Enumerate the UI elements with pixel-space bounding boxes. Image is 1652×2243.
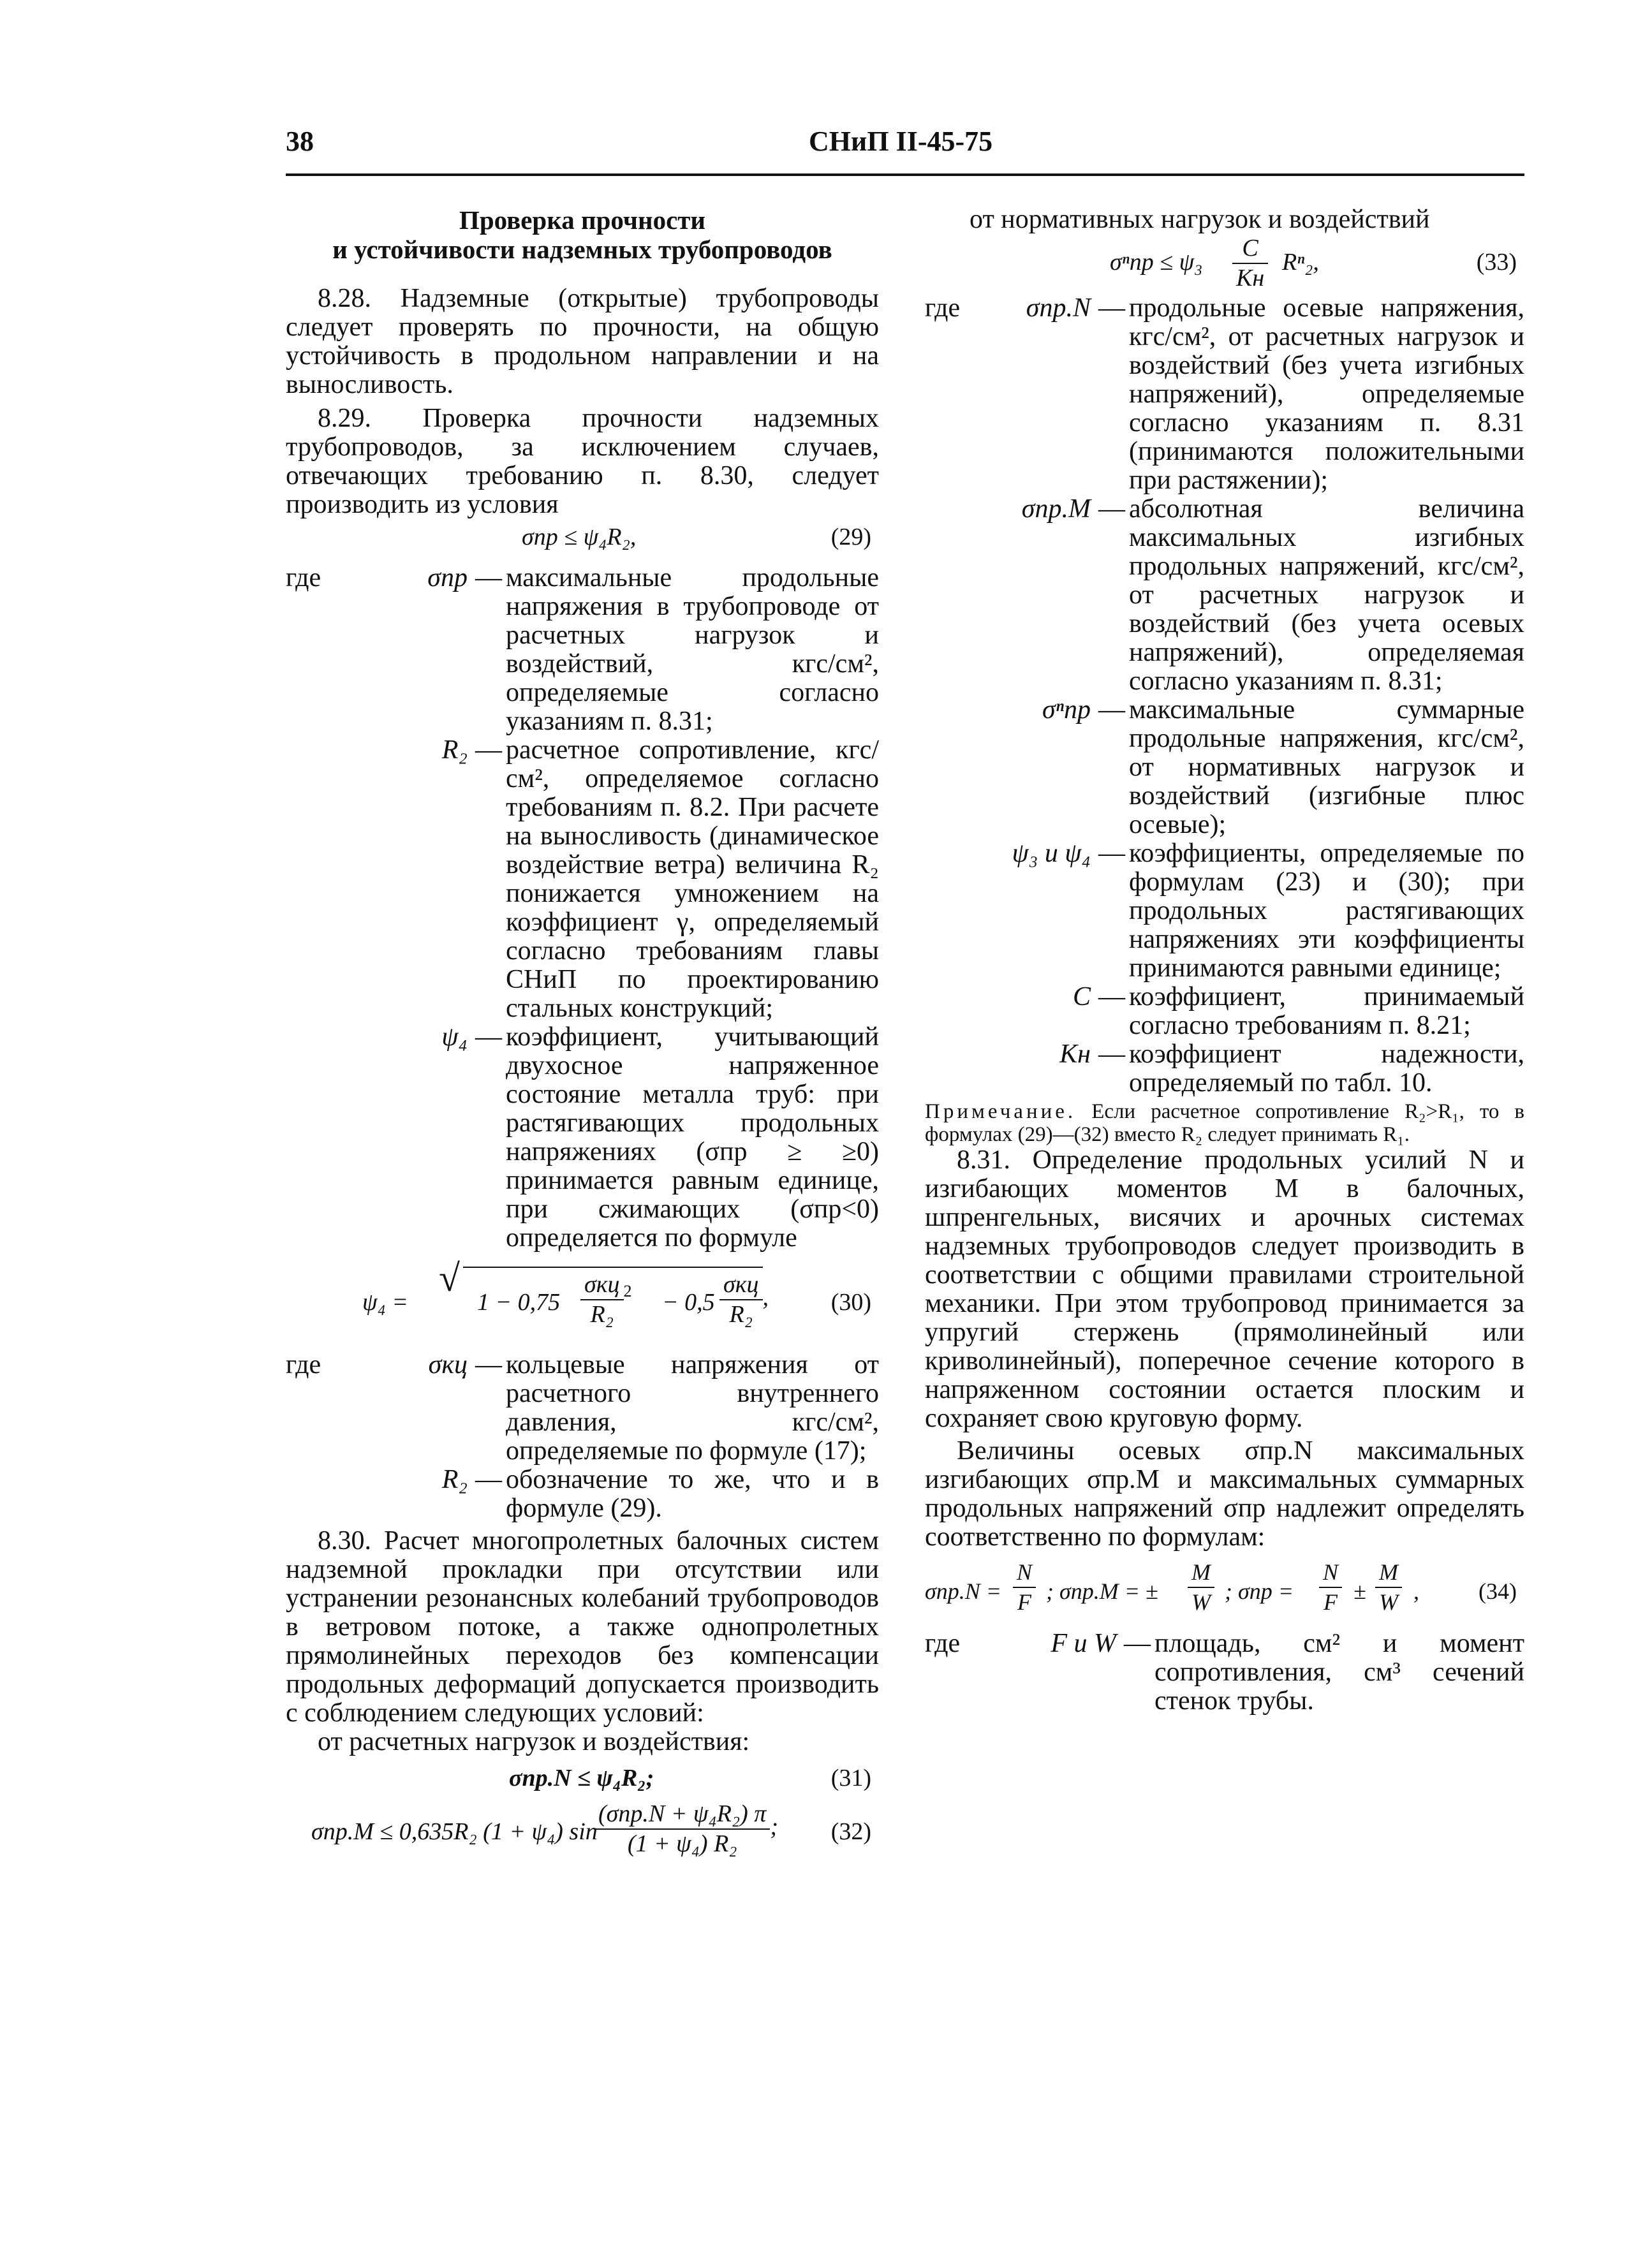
definition-item: ψ₃ и ψ₄ — коэффициенты, определяемые по формулам (23) и (30); при продольных растягивающих напряжениях эти коэффициенты принимаются равными единице; bbox=[925, 839, 1524, 983]
section-title bbox=[286, 205, 879, 264]
formula-34 bbox=[925, 1557, 1524, 1623]
where-label: где bbox=[925, 293, 961, 323]
paragraph-8-28: 8.28. Надземные (открытые) трубопроводы следует проверять по прочности, на общую устойчивость в продольном направлении и на выносливость. bbox=[286, 284, 879, 399]
paragraph-8-30-conditions: от расчетных нагрузок и воздействия: bbox=[318, 1727, 750, 1756]
formula-32-end: ; bbox=[770, 1813, 778, 1841]
definition-text: абсолютная величина максимальных изгибных продольных напряжений, кгс/см², от расчетных нагрузок и воздействий (без учета осевых напряжений), определяемая согласно указаниям п. 8.31; bbox=[1129, 494, 1524, 696]
where-label: где bbox=[286, 1350, 321, 1379]
definition-text: продольные осевые напряжения, кгс/см², от расчетных нагрузок и воздействий (без учета изгибных напряжений), определяемые согласно указаниям п. 8.31 (принимаются положительными при растяжении); bbox=[1129, 293, 1524, 495]
formula-31 bbox=[286, 1756, 879, 1796]
definition-item: где σпр.N — продольные осевые напряжения, кгс/см², от расчетных нагрузок и воздействий (без учета изгибных напряжений), определяемые согласно указаниям п. 8.31 (принимаются положительными при растяжении); bbox=[925, 293, 1524, 495]
formula-31-number: (31) bbox=[830, 1765, 871, 1791]
paragraph-8-31: 8.31. Определение продольных усилий N и изгибающих моментов M в балочных, шпренгельных, висячих и арочных системах надземных трубопроводов следует производить в соответствии с общими правилами строительной механики. При этом трубопровод принимается за упругий стержень (прямолинейный или криволинейный), поперечное сечение которого в напряженном состоянии остается плоским и сохраняет свою круговую форму. bbox=[925, 1145, 1524, 1433]
fraction-numerator: σкц bbox=[719, 1270, 763, 1300]
formula-33 bbox=[925, 234, 1524, 293]
formula-34-fraction-c bbox=[1319, 1558, 1342, 1617]
definition-item: R₂ — обозначение то же, что и в формуле (29). bbox=[286, 1466, 879, 1523]
section-title-line-2: и устойчивости надземных трубопроводов bbox=[332, 235, 832, 264]
definition-text: коэффициенты, определяемые по формулам (23) и (30); при продольных растягивающих напряжениях эти коэффициенты принимаются равными единице; bbox=[1129, 839, 1524, 983]
definition-item: ψ₄ — коэффициент, учитывающий двухосное напряженное состояние металла труб: при растягивающих продольных напряжениях (σпр ≥ ≥0) принимается равным единице, при сжимающих (σпр<0) определяется по формуле bbox=[286, 1023, 879, 1253]
definition-symbol: R₂ bbox=[441, 1465, 468, 1494]
page-number: 38 bbox=[286, 126, 314, 157]
definition-text: коэффициент, учитывающий двухосное напряженное состояние металла труб: при растягивающих продольных напряжениях (σпр ≥ ≥0) принимается равным единице, при сжимающих (σпр<0) определяется по формуле bbox=[506, 1022, 879, 1253]
paragraph-8-30: 8.30. Расчет многопролетных балочных систем надземной прокладки при отсутствии или устранении резонансных колебаний трубопроводов в ветровом потоке, а также однопролетных прямолинейных переходов без компенсации продольных деформаций допускается производить с соблюдением следующих условий: bbox=[286, 1526, 879, 1728]
fraction-denominator: F bbox=[1324, 1589, 1338, 1615]
definition-text: максимальные продольные напряжения в трубопроводе от расчетных нагрузок и воздействий, кгс/см², определяемые согласно указаниям п. 8.31; bbox=[506, 563, 879, 736]
formula-34-part-b: ; σпр.M = ± bbox=[1046, 1578, 1158, 1604]
definition-symbol: ψ₄ bbox=[441, 1022, 468, 1052]
formula-32-fraction bbox=[594, 1800, 778, 1858]
definition-text: обозначение то же, что и в формуле (29). bbox=[506, 1465, 879, 1523]
definition-symbol: F и W bbox=[1051, 1629, 1116, 1658]
definition-symbol: σкц bbox=[428, 1350, 468, 1379]
formula-30-lhs: ψ₄ = bbox=[362, 1289, 408, 1316]
fraction-numerator: M bbox=[1375, 1558, 1402, 1588]
formula-29-expression: σпр ≤ ψ₄R₂, bbox=[522, 524, 637, 550]
fraction-denominator: R₂ bbox=[590, 1301, 614, 1328]
formula-29-number: (29) bbox=[830, 524, 871, 550]
fraction-denominator: Kн bbox=[1236, 265, 1265, 291]
definition-symbol: Kн bbox=[1059, 1040, 1091, 1069]
paragraph-8-29: 8.29. Проверка прочности надземных трубопроводов, за исключением случаев, отвечающих требованию п. 8.30, следует производить из условия bbox=[286, 404, 879, 519]
formula-33-lhs: σⁿпр ≤ ψ₃ bbox=[1110, 249, 1203, 276]
definitions-29 bbox=[286, 564, 879, 1253]
paragraph-normative-loads: от нормативных нагрузок и воздействий bbox=[970, 205, 1430, 234]
formula-30-radicand: 1 − 0,75 bbox=[477, 1289, 561, 1316]
fraction-numerator: (σпр.N + ψ₄R₂) π bbox=[594, 1800, 770, 1830]
note-text: Если расчетное сопротивление R₂>R₁, то в формулах (29)—(32) вместо R₂ следует принимать R₁. bbox=[925, 1100, 1524, 1146]
fraction-denominator: (1 + ψ₄) R₂ bbox=[627, 1830, 737, 1857]
fraction-numerator: N bbox=[1013, 1558, 1036, 1588]
definition-symbol: σпр.N bbox=[1026, 293, 1091, 323]
right-column bbox=[925, 205, 1524, 1718]
formula-33-rhs: Rⁿ₂, bbox=[1282, 249, 1319, 276]
formula-30 bbox=[286, 1255, 879, 1351]
note bbox=[925, 1100, 1524, 1146]
formula-34-fraction-a bbox=[1013, 1558, 1036, 1617]
definition-symbol: σпр.M bbox=[1021, 494, 1091, 524]
formula-34-part-d: ± bbox=[1353, 1578, 1366, 1604]
fraction-numerator: N bbox=[1319, 1558, 1342, 1588]
formula-34-part-c: ; σпр = bbox=[1225, 1578, 1294, 1604]
formula-32-lhs: σпр.M ≤ 0,635R₂ (1 + ψ₄) sin bbox=[311, 1818, 598, 1845]
formula-34-fraction-d bbox=[1375, 1558, 1402, 1617]
definition-text: площадь, см² и момент сопротивления, см³ сечений стенок трубы. bbox=[1154, 1629, 1524, 1716]
note-label: Примечание. bbox=[925, 1100, 1077, 1123]
where-label: где bbox=[925, 1629, 961, 1658]
definition-item: Kн — коэффициент надежности, определяемый по табл. 10. bbox=[925, 1040, 1524, 1098]
document-code: СНиП II-45-75 bbox=[809, 126, 993, 157]
fraction-denominator: R₂ bbox=[729, 1301, 753, 1328]
formula-32-number: (32) bbox=[830, 1818, 871, 1845]
definition-text: максимальные суммарные продольные напряжения, кгс/см², от нормативных нагрузок и воздействий (изгибные плюс осевые); bbox=[1129, 695, 1524, 839]
left-column bbox=[286, 205, 879, 1866]
definition-text: кольцевые напряжения от расчетного внутреннего давления, кгс/см², определяемые по формуле (17); bbox=[506, 1350, 879, 1466]
definition-item: R₂ — расчетное сопротивление, кгс/см², определяемое согласно требованиям п. 8.2. При расчете на выносливость (динамическое воздействие ветра) величина R₂ понижается умножением на коэффициент γ, определяемый согласно требованиям главы СНиП по проектированию стальных конструкций; bbox=[286, 736, 879, 1023]
formula-32 bbox=[286, 1796, 879, 1866]
formula-34-part-a: σпр.N = bbox=[925, 1578, 1002, 1604]
fraction-numerator: σкц bbox=[580, 1270, 624, 1300]
definition-item: где σкц — кольцевые напряжения от расчетного внутреннего давления, кгс/см², определяемые по формуле (17); bbox=[286, 1350, 879, 1466]
definition-symbol: σпр bbox=[427, 563, 468, 592]
definition-item: σⁿпр — максимальные суммарные продольные напряжения, кгс/см², от нормативных нагрузок и воздействий (изгибные плюс осевые); bbox=[925, 696, 1524, 839]
section-title-line-1: Проверка прочности bbox=[459, 205, 706, 235]
definition-symbol: σⁿпр bbox=[1042, 695, 1091, 724]
definition-item: C — коэффициент, принимаемый согласно требованиям п. 8.21; bbox=[925, 983, 1524, 1040]
formula-30-fraction-2: $\frac{\text{σкц}}{\text{R₂}}$ , bbox=[719, 1270, 769, 1329]
formula-34-end: , bbox=[1413, 1578, 1419, 1604]
formula-33-fraction bbox=[1232, 234, 1268, 293]
definition-symbol: ψ₃ и ψ₄ bbox=[1012, 839, 1091, 868]
where-label: где bbox=[286, 563, 321, 592]
formula-33-number: (33) bbox=[1476, 249, 1517, 276]
fraction-denominator: W bbox=[1379, 1589, 1398, 1615]
definition-item: где σпр — максимальные продольные напряжения в трубопроводе от расчетных нагрузок и воздействий, кгс/см², определяемые согласно указаниям п. 8.31; bbox=[286, 563, 879, 736]
formula-34-fraction-b bbox=[1188, 1558, 1214, 1617]
definition-symbol: C bbox=[1072, 982, 1091, 1011]
definitions-34 bbox=[925, 1629, 1524, 1716]
formula-31-expression: σпр.N ≤ ψ₄R₂; bbox=[509, 1765, 654, 1791]
definitions-30 bbox=[286, 1351, 879, 1523]
fraction-denominator: W bbox=[1191, 1589, 1211, 1615]
fraction-numerator: M bbox=[1188, 1558, 1214, 1588]
radical-sign-icon: √ bbox=[439, 1257, 460, 1299]
formula-29 bbox=[286, 519, 879, 554]
definition-item: σпр.M — абсолютная величина максимальных изгибных продольных напряжений, кгс/см², от расчетных нагрузок и воздействий (без учета осевых напряжений), определяемая согласно указаниям п. 8.31; bbox=[925, 495, 1524, 696]
formula-30-fraction-1: $\frac{\text{σкц}}{\text{R₂}}$ $^2$ bbox=[580, 1270, 632, 1329]
formula-34-number: (34) bbox=[1479, 1578, 1517, 1604]
paragraph-8-31-stresses: Величины осевых σпр.N максимальных изгибающих σпр.M и максимальных суммарных продольных напряжений σпр надлежит определять соответственно по формулам: bbox=[925, 1436, 1524, 1552]
definition-item: где F и W — площадь, см² и момент сопротивления, см³ сечений стенок трубы. bbox=[925, 1629, 1524, 1716]
definition-symbol: R₂ bbox=[441, 735, 468, 765]
fraction-numerator: C bbox=[1232, 234, 1268, 264]
fraction-denominator: F bbox=[1017, 1589, 1031, 1615]
formula-30-number: (30) bbox=[830, 1289, 871, 1316]
definition-text: коэффициент надежности, определяемый по табл. 10. bbox=[1129, 1040, 1524, 1098]
definitions-33 bbox=[925, 294, 1524, 1098]
definition-text: расчетное сопротивление, кгс/см², определяемое согласно требованиям п. 8.2. При расчете на выносливость (динамическое воздействие ветра) величина R₂ понижается умножением на коэффициент γ, определяемый согласно требованиям главы СНиП по проектированию стальных конструкций; bbox=[506, 735, 879, 1023]
header-rule bbox=[286, 173, 1524, 176]
formula-30-middle: − 0,5 bbox=[662, 1289, 715, 1316]
definition-text: коэффициент, принимаемый согласно требованиям п. 8.21; bbox=[1129, 982, 1524, 1040]
